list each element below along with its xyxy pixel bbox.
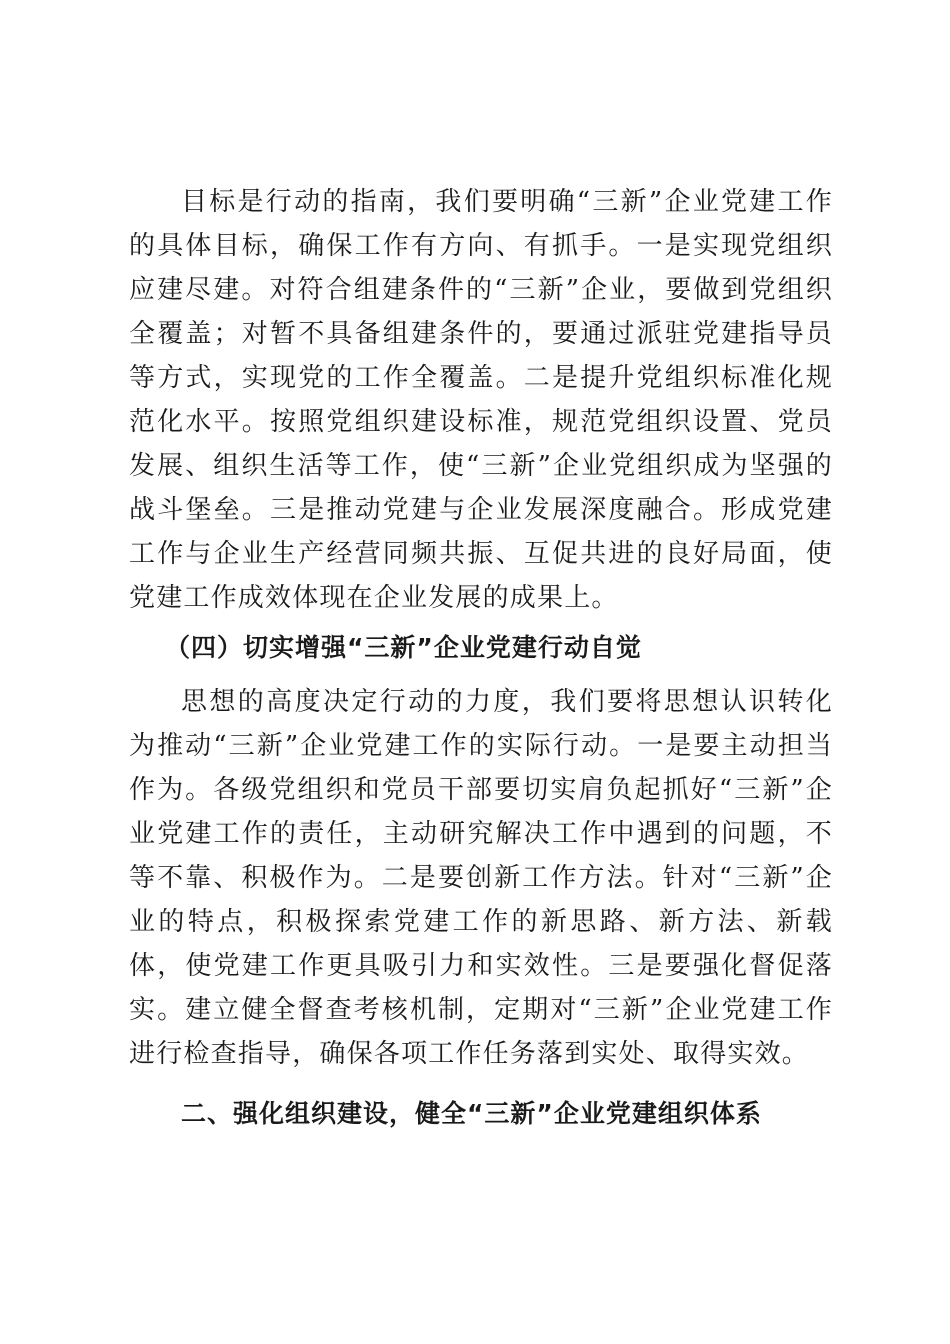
body-paragraph: 思想的高度决定行动的力度，我们要将思想认识转化为推动“三新”企业党建工作的实际行动。一是要主动担当作为。各级党组织和党员干部要切实肩负起抓好“三新”企业党建工作的责任，主动研究解决工作中遇到的问题，不等不靠、积极作为。二是要创新工作方法。针对“三新”企业的特点，积极探索党建工作的新思路、新方法、新载体，使党建工作更具吸引力和实效性。三是要强化督促落实。建立健全督查考核机制，定期对“三新”企业党建工作进行检查指导，确保各项工作任务落到实处、取得实效。 [129,687,833,1069]
document-body [129,180,833,1136]
subsection-heading: （四）切实增强“三新”企业党建行动自觉 [165,633,642,662]
body-paragraph: 目标是行动的指南，我们要明确“三新”企业党建工作的具体目标，确保工作有方向、有抓手。一是实现党组织应建尽建。对符合组建条件的“三新”企业，要做到党组织全覆盖；对暂不具备组建条件的，要通过派驻党建指导员等方式，实现党的工作全覆盖。二是提升党组织标准化规范化水平。按照党组织建设标准，规范党组织设置、党员发展、组织生活等工作，使“三新”企业党组织成为坚强的战斗堡垒。三是推动党建与企业发展深度融合。形成党建工作与企业生产经营同频共振、互促共进的良好局面，使党建工作成效体现在企业发展的成果上。 [129,187,833,613]
section-heading: 二、强化组织建设，健全“三新”企业党建组织体系 [181,1099,762,1128]
